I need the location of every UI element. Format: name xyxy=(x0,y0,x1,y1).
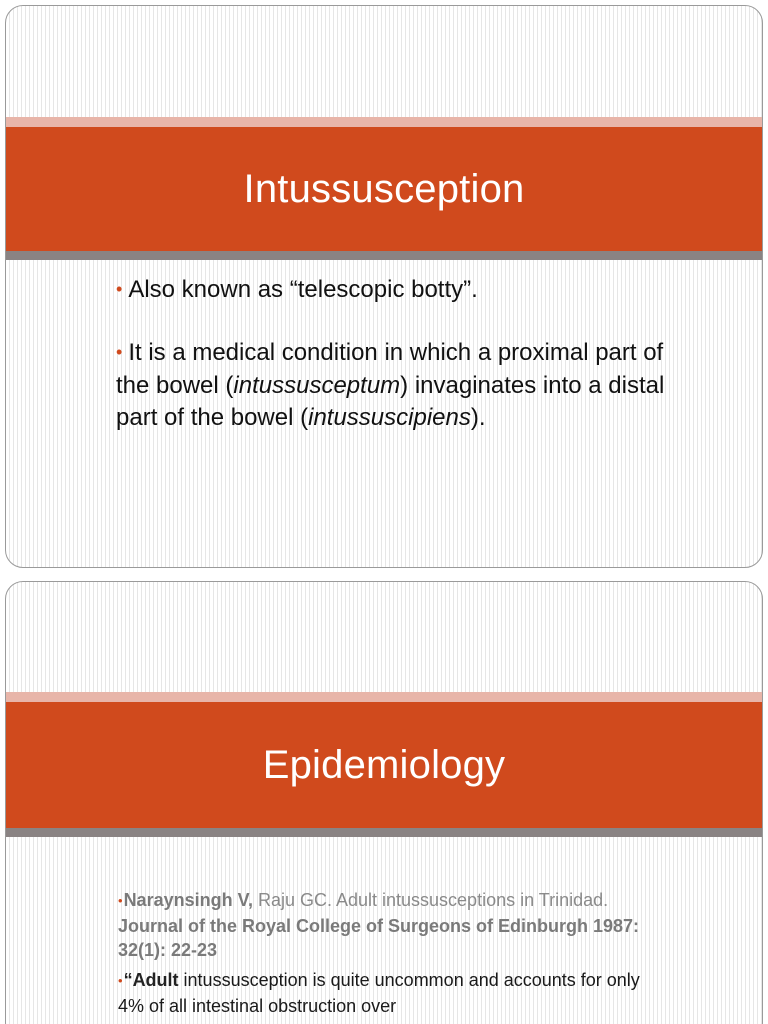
title-bottom-strip xyxy=(6,828,762,837)
bullet-list xyxy=(116,274,676,464)
reference-bullet xyxy=(118,888,658,962)
bullet-dot-icon: • xyxy=(118,893,123,908)
bullet-dot-icon: • xyxy=(116,279,123,299)
title-top-strip xyxy=(6,117,762,127)
slide-title: Intussusception xyxy=(243,166,525,211)
bullet-item xyxy=(116,274,676,307)
reference-journal: Journal of the Royal College of Surgeons of Edinburgh 1987: 32(1): 22-23 xyxy=(118,916,640,960)
title-top-strip xyxy=(6,692,762,702)
bullet-text: ). xyxy=(470,404,486,431)
bullet-dot-icon: • xyxy=(116,342,123,362)
bullet-italic-term: intussusceptum xyxy=(233,372,401,399)
reference-authors: Naraynsingh V, xyxy=(123,890,253,910)
title-bottom-strip xyxy=(6,251,762,260)
bullet-text: It is a medical condition in which a proximal part of the bowel ( xyxy=(116,339,664,399)
title-band xyxy=(6,702,762,828)
bullet-italic-term: intussuscipiens xyxy=(308,404,471,431)
reference-text: Raju GC. Adult intussusceptions in Trinidad. xyxy=(252,890,609,910)
bullet-item xyxy=(116,337,676,434)
quote-text: intussusception is quite uncommon and accounts for only 4% of all intestinal obstruction over xyxy=(118,970,640,1016)
slide-intussusception xyxy=(5,5,763,568)
bullet-dot-icon: • xyxy=(118,973,123,988)
bullet-list xyxy=(118,888,658,1024)
bullet-text: Also known as “telescopic botty”. xyxy=(128,276,478,303)
quote-bullet xyxy=(118,968,658,1018)
bullet-text: ) invaginates into a distal part of the bowel ( xyxy=(116,372,665,431)
title-band xyxy=(6,127,762,251)
slide-title: Epidemiology xyxy=(262,742,506,787)
slide-epidemiology xyxy=(5,581,763,1024)
quote-open: “Adult xyxy=(123,970,179,990)
